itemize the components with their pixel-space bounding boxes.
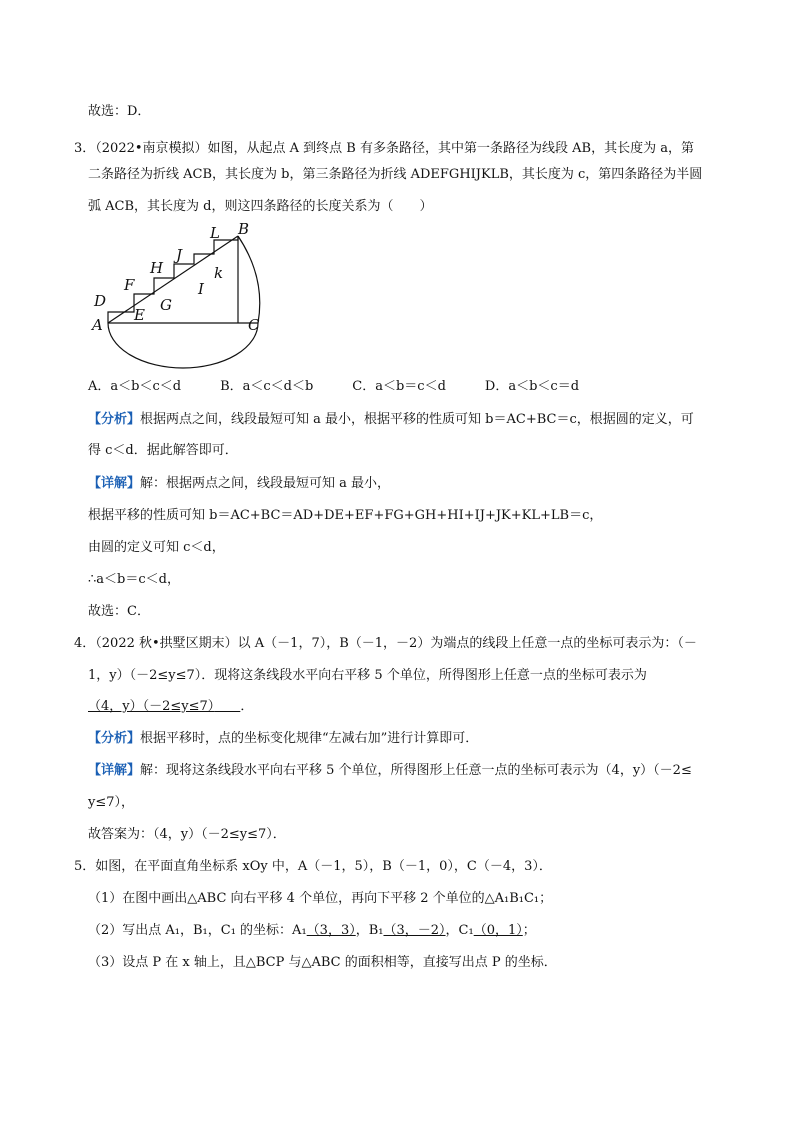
q2-answer: 故选：D． (88, 104, 151, 119)
q4-stem-line3 (88, 698, 253, 716)
q4-answer: 故答案为：（4，y）（－2≤y≤7）． (88, 827, 286, 842)
q5-part2 (88, 922, 536, 940)
q4-detail-line1 (88, 762, 692, 780)
analysis-tag: 【分析】 (88, 412, 141, 427)
q5-part2-end: ； (522, 923, 536, 938)
q4-analysis (88, 730, 478, 748)
q3-stem-line1: 3．（2022•南京模拟）如图，从起点 A 到终点 B 有多条路径，其中第一条路径为线段 AB，其长度为 a，第 (74, 141, 694, 156)
label-k: k (214, 264, 224, 282)
q5-a1-answer: （3，3） (306, 923, 356, 938)
arc-upper-right (238, 236, 260, 323)
q3-stem-line3: 弧 ACB，其长度为 d，则这四条路径的长度关系为（ ） (88, 199, 433, 214)
q4-stem-line1: 4．（2022 秋•拱墅区期末）以 A（－1，7），B（－1，－2）为端点的线段上任意一点的坐标可表示为：（－ (74, 636, 697, 651)
detail-tag-q4: 【详解】 (88, 763, 141, 778)
q4-blank-answer: （4，y）（－2≤y≤7） (88, 699, 215, 714)
q5-part2-prefix: （2）写出点 A₁，B₁，C₁ 的坐标：A₁ (88, 923, 307, 938)
q3-figure (88, 218, 278, 374)
label-a: A (92, 316, 103, 334)
q3-analysis-line1 (88, 411, 694, 429)
label-d: D (94, 292, 107, 310)
label-g: G (160, 296, 172, 314)
label-e: E (134, 306, 145, 324)
q3-analysis-text: 根据两点之间，线段最短可知 a 最小，根据平移的性质可知 b＝AC+BC＝c，根据圆的定义，可 (140, 412, 694, 427)
q3-detail-line1 (88, 475, 390, 493)
analysis-tag-q4: 【分析】 (88, 731, 141, 746)
q3-detail-line4: ∴a＜b＝c＜d， (88, 572, 180, 587)
q3-detail-line2: 根据平移的性质可知 b＝AC+BC＝AD+DE+EF+FG+GH+HI+IJ+JK+KL+LB＝c， (88, 508, 603, 523)
q3-analysis-line2: 得 c＜d．据此解答即可． (88, 443, 238, 458)
q5-b1-label: ，B₁ (355, 923, 384, 938)
q4-stem-line2: 1，y）（－2≤y≤7）．现将这条线段水平向右平移 5 个单位，所得图形上任意一点的坐标可表示为 (88, 668, 647, 683)
q3-detail-line3: 由圆的定义可知 c＜d， (88, 540, 225, 555)
q5-c1-answer: （0，1） (473, 923, 523, 938)
label-b: B (238, 220, 250, 238)
q5-c1-label: ，C₁ (445, 923, 474, 938)
q5-part1: （1）在图中画出△ABC 向右平移 4 个单位，再向下平移 2 个单位的△A₁B₁C₁； (88, 891, 553, 906)
label-i: I (198, 280, 204, 298)
q5-stem: 5．如图，在平面直角坐标系 xOy 中，A（－1，5），B（－1，0），C（－4，3）． (74, 859, 552, 874)
q5-b1-answer: （3，－2） (383, 923, 446, 938)
q3-detail-text: 解：根据两点之间，线段最短可知 a 最小， (140, 476, 391, 491)
q4-detail-line2: y≤7）， (88, 795, 135, 810)
q4-detail-text: 解：现将这条线段水平向右平移 5 个单位，所得图形上任意一点的坐标可表示为（4，y）（－2≤ (140, 763, 692, 778)
label-h: H (150, 259, 164, 277)
semicircle-arc (108, 323, 258, 368)
q4-analysis-text: 根据平移时，点的坐标变化规律“左减右加”进行计算即可． (140, 731, 479, 746)
detail-tag: 【详解】 (88, 476, 141, 491)
label-f: F (124, 276, 135, 294)
q4-period: ． (240, 699, 254, 714)
q5-part3: （3）设点 P 在 x 轴上，且△BCP 与△ABC 的面积相等，直接写出点 P 的坐标． (88, 955, 557, 970)
q3-answer: 故选：C． (88, 604, 150, 619)
label-j: J (176, 246, 183, 264)
q3-options: A．a＜b＜c＜d B．a＜c＜d＜b C．a＜b＝c＜d D．a＜b＜c＝d (88, 379, 580, 394)
q3-stem-line2: 二条路径为折线 ACB，其长度为 b，第三条路径为折线 ADEFGHIJKLB，其长度为 c，第四条路径为半圆 (88, 167, 703, 182)
label-c: C (248, 316, 260, 334)
label-l: L (210, 224, 220, 242)
